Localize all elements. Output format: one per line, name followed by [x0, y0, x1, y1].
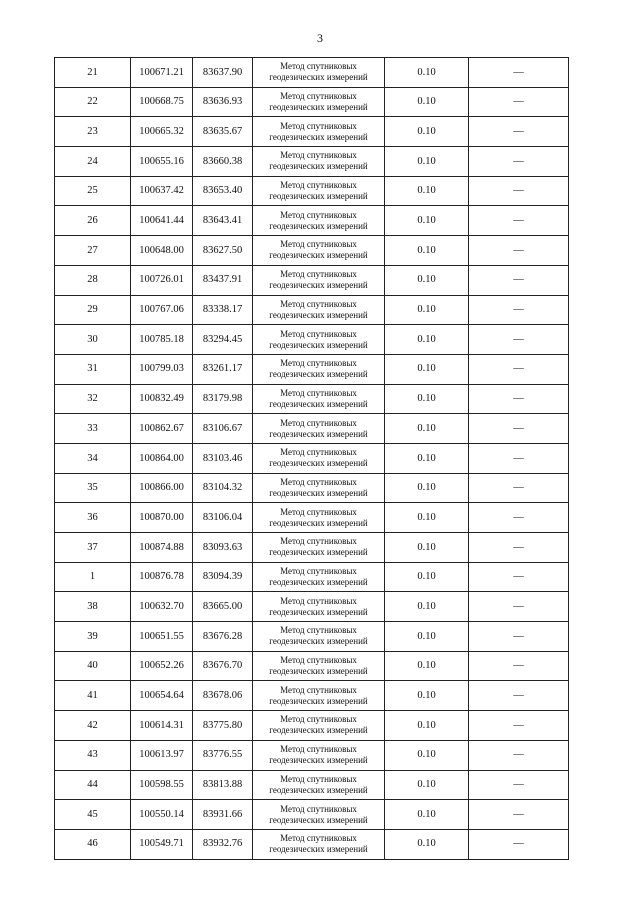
table-row — [55, 711, 569, 741]
point-number-cell: 42 — [55, 711, 131, 741]
table-row — [55, 354, 569, 384]
point-number-cell: 44 — [55, 770, 131, 800]
coordinate-y-cell: 83635.67 — [193, 117, 253, 147]
page-number: 3 — [317, 31, 323, 45]
point-number-cell: 32 — [55, 384, 131, 414]
method-cell: Метод спутниковых геодезических измерений — [253, 592, 385, 622]
coordinate-y-cell: 83103.46 — [193, 443, 253, 473]
coordinate-y-cell: 83294.45 — [193, 325, 253, 355]
description-cell: — — [469, 533, 569, 563]
accuracy-cell: 0.10 — [385, 473, 469, 503]
point-number-cell: 35 — [55, 473, 131, 503]
description-cell: — — [469, 414, 569, 444]
method-cell: Метод спутниковых геодезических измерений — [253, 265, 385, 295]
coordinate-y-cell: 83637.90 — [193, 58, 253, 88]
accuracy-cell: 0.10 — [385, 740, 469, 770]
coordinate-x-cell: 100870.00 — [131, 503, 193, 533]
method-cell: Метод спутниковых геодезических измерений — [253, 770, 385, 800]
point-number-cell: 25 — [55, 176, 131, 206]
coordinate-x-cell: 100641.44 — [131, 206, 193, 236]
coordinate-y-cell: 83179.98 — [193, 384, 253, 414]
point-number-cell: 39 — [55, 622, 131, 652]
coordinate-y-cell: 83676.70 — [193, 651, 253, 681]
accuracy-cell: 0.10 — [385, 770, 469, 800]
coordinate-x-cell: 100655.16 — [131, 147, 193, 177]
coordinate-y-cell: 83932.76 — [193, 829, 253, 859]
coordinate-y-cell: 83665.00 — [193, 592, 253, 622]
coordinate-y-cell: 83106.67 — [193, 414, 253, 444]
table-row — [55, 473, 569, 503]
table-row — [55, 651, 569, 681]
method-cell: Метод спутниковых геодезических измерений — [253, 681, 385, 711]
accuracy-cell: 0.10 — [385, 236, 469, 266]
accuracy-cell: 0.10 — [385, 533, 469, 563]
coordinate-x-cell: 100876.78 — [131, 562, 193, 592]
method-cell: Метод спутниковых геодезических измерений — [253, 325, 385, 355]
coordinate-y-cell: 83776.55 — [193, 740, 253, 770]
coordinates-table — [54, 57, 569, 860]
description-cell: — — [469, 681, 569, 711]
coordinate-x-cell: 100652.26 — [131, 651, 193, 681]
coordinate-y-cell: 83338.17 — [193, 295, 253, 325]
accuracy-cell: 0.10 — [385, 592, 469, 622]
method-cell: Метод спутниковых геодезических измерений — [253, 414, 385, 444]
description-cell: — — [469, 58, 569, 88]
point-number-cell: 45 — [55, 800, 131, 830]
coordinate-y-cell: 83627.50 — [193, 236, 253, 266]
method-cell: Метод спутниковых геодезических измерений — [253, 87, 385, 117]
coordinate-x-cell: 100648.00 — [131, 236, 193, 266]
point-number-cell: 34 — [55, 443, 131, 473]
method-cell: Метод спутниковых геодезических измерений — [253, 117, 385, 147]
method-cell: Метод спутниковых геодезических измерений — [253, 443, 385, 473]
description-cell: — — [469, 147, 569, 177]
coordinate-x-cell: 100799.03 — [131, 354, 193, 384]
table-row — [55, 681, 569, 711]
table-row — [55, 414, 569, 444]
description-cell: — — [469, 770, 569, 800]
method-cell: Метод спутниковых геодезических измерений — [253, 503, 385, 533]
point-number-cell: 24 — [55, 147, 131, 177]
point-number-cell: 27 — [55, 236, 131, 266]
coordinate-y-cell: 83813.88 — [193, 770, 253, 800]
table-row — [55, 740, 569, 770]
coordinate-y-cell: 83261.17 — [193, 354, 253, 384]
method-cell: Метод спутниковых геодезических измерений — [253, 651, 385, 681]
description-cell: — — [469, 443, 569, 473]
coordinate-y-cell: 83660.38 — [193, 147, 253, 177]
accuracy-cell: 0.10 — [385, 711, 469, 741]
description-cell: — — [469, 325, 569, 355]
coordinate-y-cell: 83676.28 — [193, 622, 253, 652]
description-cell: — — [469, 829, 569, 859]
method-cell: Метод спутниковых геодезических измерений — [253, 622, 385, 652]
coordinate-y-cell: 83643.41 — [193, 206, 253, 236]
coordinate-x-cell: 100632.70 — [131, 592, 193, 622]
method-cell: Метод спутниковых геодезических измерений — [253, 384, 385, 414]
coordinate-x-cell: 100613.97 — [131, 740, 193, 770]
coordinate-y-cell: 83104.32 — [193, 473, 253, 503]
point-number-cell: 41 — [55, 681, 131, 711]
method-cell: Метод спутниковых геодезических измерений — [253, 58, 385, 88]
coordinate-y-cell: 83437.91 — [193, 265, 253, 295]
coordinate-y-cell: 83678.06 — [193, 681, 253, 711]
coordinate-y-cell: 83931.66 — [193, 800, 253, 830]
description-cell: — — [469, 206, 569, 236]
description-cell: — — [469, 473, 569, 503]
accuracy-cell: 0.10 — [385, 58, 469, 88]
description-cell: — — [469, 800, 569, 830]
table-row — [55, 58, 569, 88]
coordinate-x-cell: 100549.71 — [131, 829, 193, 859]
coordinate-x-cell: 100864.00 — [131, 443, 193, 473]
point-number-cell: 40 — [55, 651, 131, 681]
description-cell: — — [469, 711, 569, 741]
method-cell: Метод спутниковых геодезических измерений — [253, 533, 385, 563]
description-cell: — — [469, 354, 569, 384]
point-number-cell: 26 — [55, 206, 131, 236]
description-cell: — — [469, 651, 569, 681]
description-cell: — — [469, 176, 569, 206]
point-number-cell: 43 — [55, 740, 131, 770]
description-cell: — — [469, 117, 569, 147]
accuracy-cell: 0.10 — [385, 354, 469, 384]
coordinate-y-cell: 83653.40 — [193, 176, 253, 206]
accuracy-cell: 0.10 — [385, 265, 469, 295]
coordinate-y-cell: 83094.39 — [193, 562, 253, 592]
table-row — [55, 562, 569, 592]
method-cell: Метод спутниковых геодезических измерений — [253, 711, 385, 741]
description-cell: — — [469, 503, 569, 533]
coordinate-x-cell: 100726.01 — [131, 265, 193, 295]
method-cell: Метод спутниковых геодезических измерений — [253, 829, 385, 859]
description-cell: — — [469, 592, 569, 622]
accuracy-cell: 0.10 — [385, 176, 469, 206]
description-cell: — — [469, 236, 569, 266]
description-cell: — — [469, 384, 569, 414]
coordinate-x-cell: 100550.14 — [131, 800, 193, 830]
table-row — [55, 384, 569, 414]
point-number-cell: 30 — [55, 325, 131, 355]
point-number-cell: 31 — [55, 354, 131, 384]
point-number-cell: 22 — [55, 87, 131, 117]
table-row — [55, 800, 569, 830]
point-number-cell: 1 — [55, 562, 131, 592]
accuracy-cell: 0.10 — [385, 384, 469, 414]
coordinate-y-cell: 83636.93 — [193, 87, 253, 117]
coordinate-x-cell: 100785.18 — [131, 325, 193, 355]
accuracy-cell: 0.10 — [385, 206, 469, 236]
table-row — [55, 176, 569, 206]
description-cell: — — [469, 87, 569, 117]
table-row — [55, 622, 569, 652]
description-cell: — — [469, 295, 569, 325]
table-row — [55, 592, 569, 622]
table-row — [55, 147, 569, 177]
coordinate-x-cell: 100668.75 — [131, 87, 193, 117]
point-number-cell: 46 — [55, 829, 131, 859]
accuracy-cell: 0.10 — [385, 117, 469, 147]
accuracy-cell: 0.10 — [385, 295, 469, 325]
coordinate-x-cell: 100767.06 — [131, 295, 193, 325]
coordinate-x-cell: 100862.67 — [131, 414, 193, 444]
coordinate-x-cell: 100614.31 — [131, 711, 193, 741]
table-row — [55, 265, 569, 295]
table-row — [55, 770, 569, 800]
point-number-cell: 29 — [55, 295, 131, 325]
method-cell: Метод спутниковых геодезических измерений — [253, 295, 385, 325]
point-number-cell: 23 — [55, 117, 131, 147]
method-cell: Метод спутниковых геодезических измерений — [253, 236, 385, 266]
coordinate-x-cell: 100598.55 — [131, 770, 193, 800]
description-cell: — — [469, 740, 569, 770]
accuracy-cell: 0.10 — [385, 562, 469, 592]
table-row — [55, 503, 569, 533]
coordinate-y-cell: 83775.80 — [193, 711, 253, 741]
table-row — [55, 325, 569, 355]
accuracy-cell: 0.10 — [385, 87, 469, 117]
method-cell: Метод спутниковых геодезических измерений — [253, 354, 385, 384]
description-cell: — — [469, 622, 569, 652]
table-row — [55, 443, 569, 473]
point-number-cell: 21 — [55, 58, 131, 88]
accuracy-cell: 0.10 — [385, 503, 469, 533]
method-cell: Метод спутниковых геодезических измерений — [253, 800, 385, 830]
accuracy-cell: 0.10 — [385, 414, 469, 444]
accuracy-cell: 0.10 — [385, 325, 469, 355]
table-row — [55, 117, 569, 147]
coordinate-x-cell: 100651.55 — [131, 622, 193, 652]
method-cell: Метод спутниковых геодезических измерений — [253, 740, 385, 770]
table-row — [55, 533, 569, 563]
coordinate-x-cell: 100874.88 — [131, 533, 193, 563]
accuracy-cell: 0.10 — [385, 443, 469, 473]
point-number-cell: 28 — [55, 265, 131, 295]
method-cell: Метод спутниковых геодезических измерений — [253, 562, 385, 592]
accuracy-cell: 0.10 — [385, 681, 469, 711]
table-row — [55, 206, 569, 236]
method-cell: Метод спутниковых геодезических измерений — [253, 147, 385, 177]
description-cell: — — [469, 562, 569, 592]
accuracy-cell: 0.10 — [385, 800, 469, 830]
point-number-cell: 33 — [55, 414, 131, 444]
coordinate-x-cell: 100654.64 — [131, 681, 193, 711]
coordinates-table-body — [55, 58, 569, 860]
method-cell: Метод спутниковых геодезических измерений — [253, 176, 385, 206]
coordinate-y-cell: 83093.63 — [193, 533, 253, 563]
description-cell: — — [469, 265, 569, 295]
point-number-cell: 38 — [55, 592, 131, 622]
point-number-cell: 36 — [55, 503, 131, 533]
coordinate-y-cell: 83106.04 — [193, 503, 253, 533]
coordinate-x-cell: 100832.49 — [131, 384, 193, 414]
coordinate-x-cell: 100671.21 — [131, 58, 193, 88]
coordinate-x-cell: 100866.00 — [131, 473, 193, 503]
accuracy-cell: 0.10 — [385, 651, 469, 681]
method-cell: Метод спутниковых геодезических измерений — [253, 473, 385, 503]
accuracy-cell: 0.10 — [385, 147, 469, 177]
accuracy-cell: 0.10 — [385, 829, 469, 859]
table-row — [55, 236, 569, 266]
accuracy-cell: 0.10 — [385, 622, 469, 652]
coordinate-x-cell: 100665.32 — [131, 117, 193, 147]
method-cell: Метод спутниковых геодезических измерений — [253, 206, 385, 236]
table-row — [55, 87, 569, 117]
table-row — [55, 829, 569, 859]
point-number-cell: 37 — [55, 533, 131, 563]
table-row — [55, 295, 569, 325]
coordinate-x-cell: 100637.42 — [131, 176, 193, 206]
